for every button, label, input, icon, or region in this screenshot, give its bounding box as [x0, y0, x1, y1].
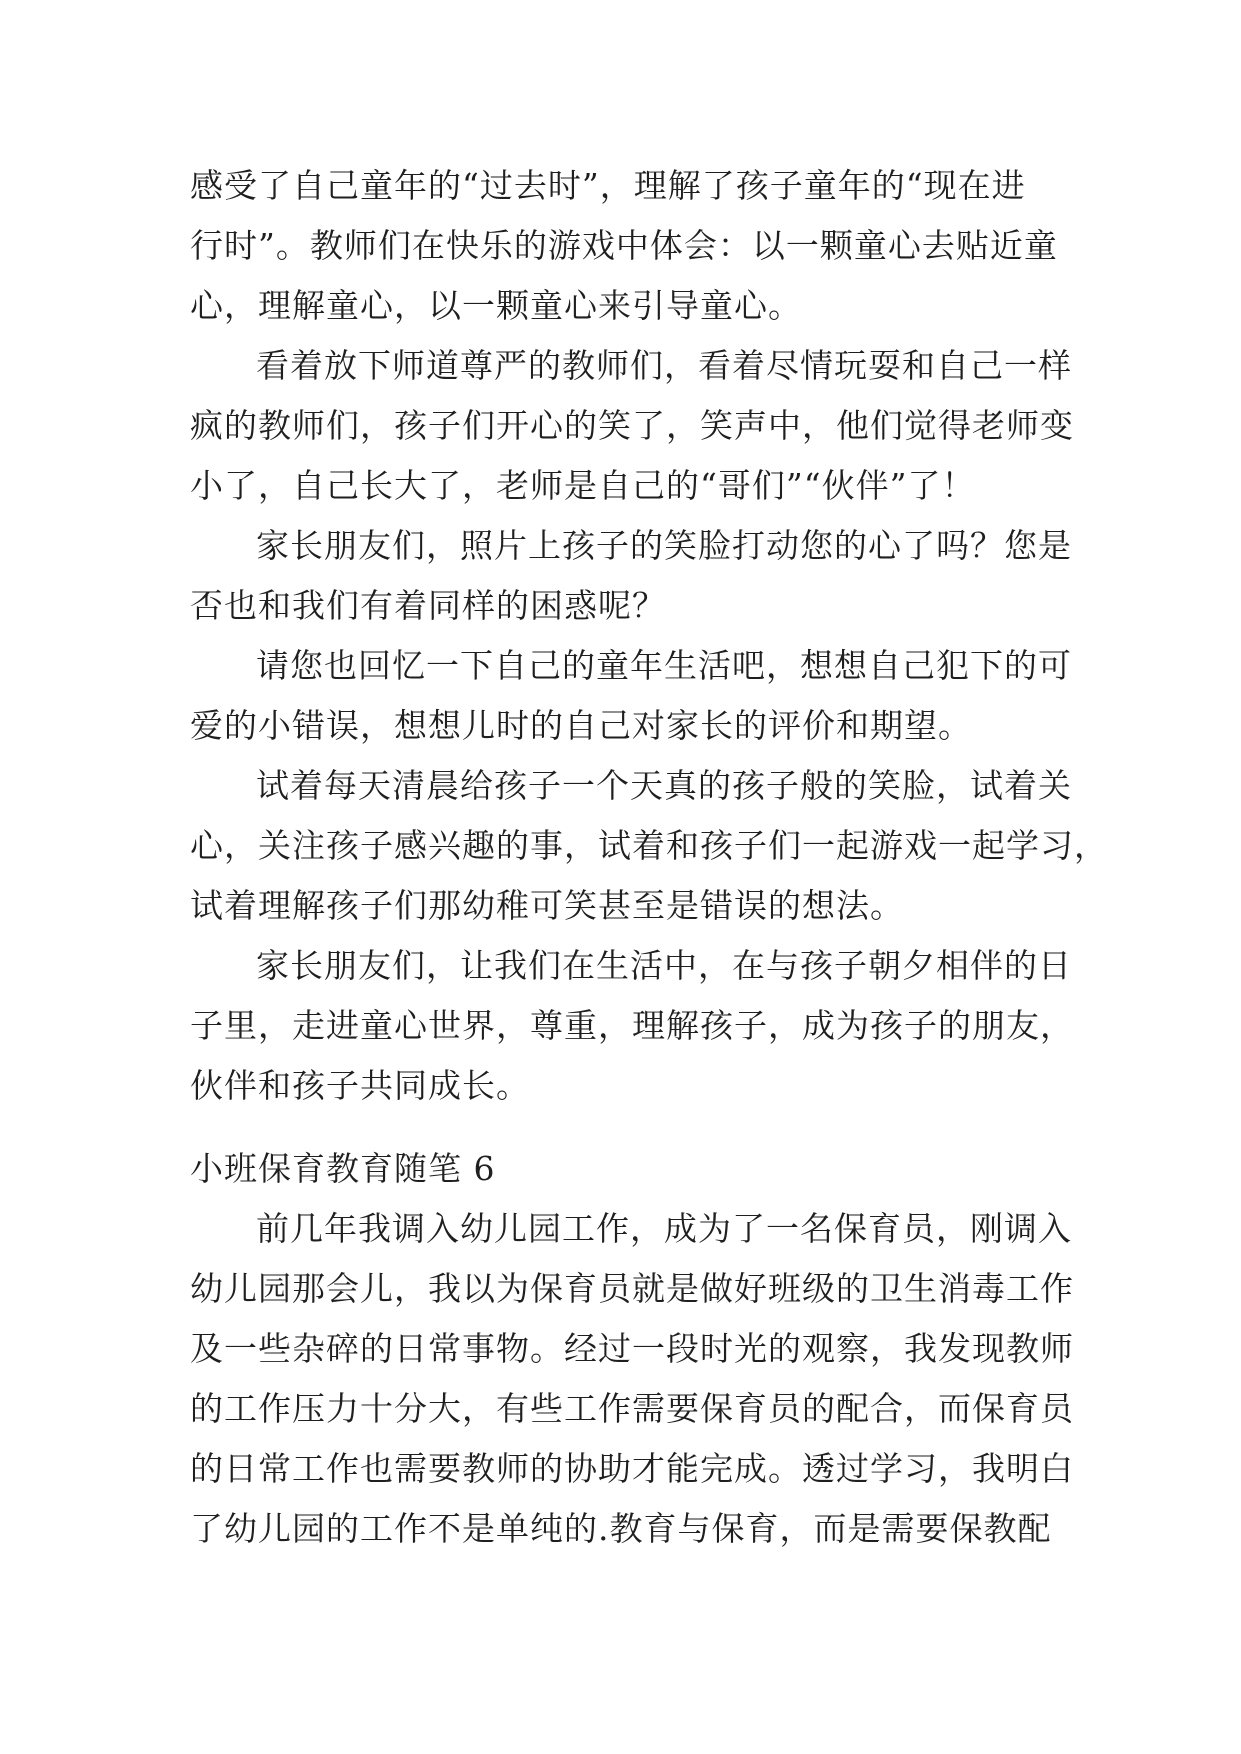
text-line: 的工作压力十分大，有些工作需要保育员的配合，而保育员 — [190, 1389, 1074, 1428]
text-line: 伙伴和孩子共同成长。 — [190, 1066, 530, 1105]
paragraph-teachers-playing — [190, 336, 1074, 516]
text-line: 家长朋友们，让我们在生活中，在与孩子朝夕相伴的日 — [256, 946, 1072, 985]
text-line: 及一些杂碎的日常事物。经过一段时光的观察，我发现教师 — [190, 1329, 1074, 1368]
section-heading: 小班保育教育随笔 6 — [190, 1149, 496, 1188]
essay-body-bottom — [190, 1199, 1074, 1559]
essay-body-top — [190, 156, 1108, 1116]
text-line: 爱的小错误，想想儿时的自己对家长的评价和期望。 — [190, 706, 972, 745]
text-line: 幼儿园那会儿，我以为保育员就是做好班级的卫生消毒工作 — [190, 1269, 1074, 1308]
text-line: 心，理解童心，以一颗童心来引导童心。 — [190, 286, 802, 325]
paragraph-try-smile — [190, 756, 1108, 936]
text-line: 心，关注孩子感兴趣的事，试着和孩子们一起游戏一起学习， — [190, 826, 1108, 865]
text-line: 前几年我调入幼儿园工作，成为了一名保育员，刚调入 — [256, 1209, 1072, 1248]
text-line: 感受了自己童年的“过去时”，理解了孩子童年的“现在进 — [190, 166, 1026, 205]
text-line: 行时”。教师们在快乐的游戏中体会：以一颗童心去贴近童 — [190, 226, 1058, 265]
paragraph-caregiver-work — [190, 1199, 1074, 1559]
paragraph-recall-childhood — [190, 636, 1072, 756]
paragraph-grow-together — [190, 936, 1074, 1116]
text-line: 家长朋友们，照片上孩子的笑脸打动您的心了吗？您是 — [256, 526, 1072, 565]
text-line: 看着放下师道尊严的教师们，看着尽情玩耍和自己一样 — [256, 346, 1072, 385]
text-line: 试着理解孩子们那幼稚可笑甚至是错误的想法。 — [190, 886, 904, 925]
text-line: 的日常工作也需要教师的协助才能完成。透过学习，我明白 — [190, 1449, 1074, 1488]
text-line: 疯的教师们，孩子们开心的笑了，笑声中，他们觉得老师变 — [190, 406, 1074, 445]
text-line: 小了，自己长大了，老师是自己的“哥们”“伙伴”了！ — [190, 466, 976, 505]
text-line: 试着每天清晨给孩子一个天真的孩子般的笑脸，试着关 — [256, 766, 1072, 805]
text-line: 否也和我们有着同样的困惑呢？ — [190, 586, 666, 625]
paragraph-parents-question — [190, 516, 1072, 636]
text-line: 请您也回忆一下自己的童年生活吧，想想自己犯下的可 — [256, 646, 1072, 685]
paragraph-childhood-understanding — [190, 156, 1058, 336]
text-line: 了幼儿园的工作不是单纯的.教育与保育，而是需要保教配 — [190, 1509, 1052, 1548]
text-line: 子里，走进童心世界，尊重，理解孩子，成为孩子的朋友， — [190, 1006, 1074, 1045]
